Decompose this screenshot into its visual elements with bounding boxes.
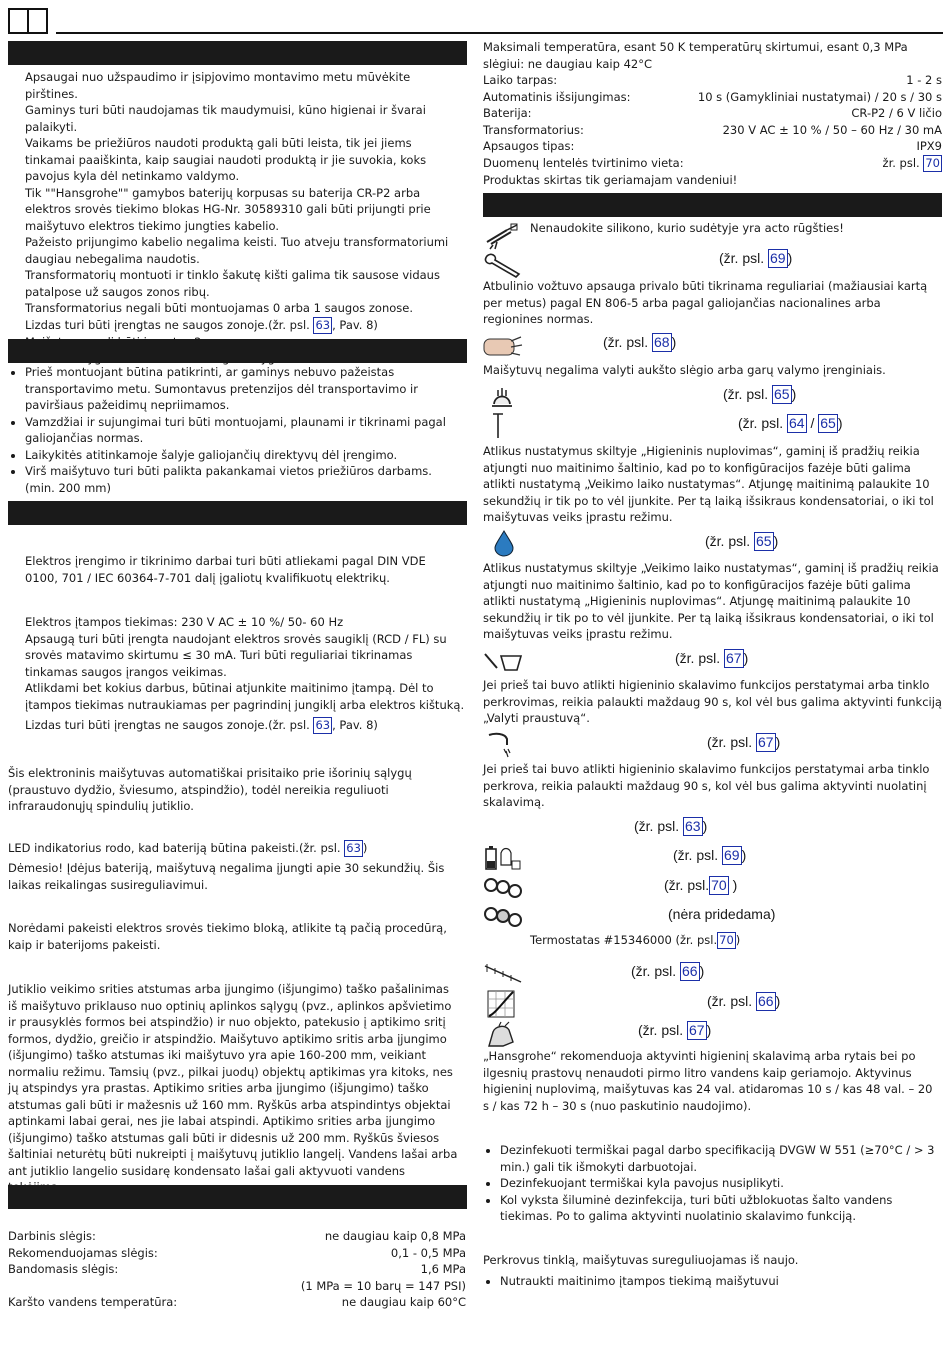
page-ref: (žr. psl. 66 ) xyxy=(631,963,705,979)
page-link[interactable]: 65 xyxy=(774,386,790,402)
page-ref: (žr. psl. 66 ) xyxy=(707,993,781,1009)
safety-line: Transformatorių montuoti ir tinklo šakutę kišti galima tik sausose vidaus patalpose už saugos zonos ribų. xyxy=(25,268,440,299)
spare-parts-icon xyxy=(483,875,523,901)
electric-voltage: Elektros įtampos tiekimas: 230 V AC ± 10 %/ 50- 60 Hz xyxy=(25,615,344,629)
spec-row: Darbinis slėgis: ne daugiau kaip 0,8 MPa xyxy=(8,1229,466,1243)
silicone-gun-icon xyxy=(485,222,519,250)
list-item: • Laikykitės atitinkamoje šalyje galiojančių direktyvų dėl įrengimo. xyxy=(25,447,465,464)
list-item: • Dezinfekuoti termiškai pagal darbo specifikaciją DVGW W 551 (≥70°C / > 3 min.) gali tik išmokyti darbuotojai. xyxy=(500,1142,940,1175)
power-unit-text: Norėdami pakeisti elektros srovės tiekimo bloką, atlikite tą pačią procedūrą, kaip ir baterijoms pakeisti. xyxy=(8,921,447,952)
runtime-text: Atlikus nustatymus skiltyje „Veikimo laiko nustatymas“, gaminį iš pradžių reikia atjungti nuo maitinimo šaltinio, kad po to konfigūracijos fazėje būti galima atlikti nustatymą „Higieninis nuplovimas“. Atjungę maitinimą palaukite 10 sekundžių ir tik po to vėl įjunkite. Per tą laiką išsikraus kondensatoriai, o iki tol maišytuvas veiks įprastu režimu. xyxy=(483,561,939,641)
section-bar-electrical xyxy=(8,501,467,525)
high-pressure-text: Maišytuvų negalima valyti aukšto slėgio arba garų valymo įrenginiais. xyxy=(483,363,886,377)
sensor-text: Jutiklio veikimo srities atstumas arba įjungimo (išjungimo) taško pašalinimas iš maišytuvo priklauso nuo optinių aplinkos sąlygų (pvz., aplinkos apšvietimo ir prausyklės formos bei atspindžio) ir nuo objekto, patekusio į aptikimo sritį formos, dydžio, greičio ir atspindžio. Maišytuvo aptikimo sritis arba įjungimo (išjungimo) taško atstumas iki maišytuvo yra apie 160-200 mm, veikiant normaliu režimu. Tamsių (pvz., pilkai juodų) objektų aptikimas yra kitoks, nes jų atspindys yra prastas. Aptikimo srities arba įjungimo (išjungimo) taško atstumas gali būti ir mažesnis už 160 mm. Ryškūs arba atspindintys objektai aptinkami labai gerai, nes jie labai atspindi. Aptikimo srities arba įjungimo (išjungimo) taško atstumas gali būti ir didesnis už 200 mm. Ryškūs šviesos šaltiniai neturėtų būti nukreipti į maišytuvų jutiklio langelį. Vandens lašai arba ant jutiklio langelio susidarę kondensato lašai gali aktyvuoti vandens xyxy=(8,982,458,1178)
list-item: • Dezinfekuojant termiškai kyla pavojus nusiplikyti. xyxy=(500,1175,940,1192)
page-link[interactable]: 69 xyxy=(724,847,740,863)
page-ref: (žr. psl. 67 ) xyxy=(638,1022,712,1038)
water-drop-icon xyxy=(492,529,516,557)
page-ref: (žr. psl. 65 ) xyxy=(723,386,797,402)
spec-table-left xyxy=(8,1228,466,1311)
spec-row: Transformatorius: 230 V AC ± 10 % / 50 – 60 Hz / 30 mA xyxy=(483,122,942,137)
safety-line: Apsaugai nuo užspaudimo ir įsipjovimo montavimo metu mūvėkite pirštines. xyxy=(25,70,411,101)
page-link[interactable]: 64 xyxy=(789,415,805,431)
electric-rcd: Apsaugą turi būti įrengta naudojant elektros srovės saugiklį (RCD / FL) su srovės matavimo skirtumu ≤ 30 mA. Turi būti reguliariai tikrinamas tinkamas saugos įrangos veikimas. xyxy=(25,631,447,679)
section-bar-safety xyxy=(8,41,467,65)
safety-line: Vaikams be priežiūros naudoti produktą gali būti leista, tik jei jiems tinkamai paaiškinta, kaip saugiai naudoti produktą ir jie suvokia, koks pavojus kyla dėl netinkamo valdymo. xyxy=(25,136,427,183)
install-list xyxy=(8,364,465,496)
page-link[interactable]: 70 xyxy=(925,155,940,170)
page-link[interactable]: 67 xyxy=(726,650,742,666)
page-ref: (žr. psl. 69 ) xyxy=(673,847,747,863)
rinse-basin-text: Jei prieš tai buvo atlikti higieninio skalavimo funkcijos perstatymai arba tinklo perkrovimas, reikia palaukti maždaug 90 s, kol vėl bus galima aktyvinti funkciją „Valyti praustuvą“. xyxy=(483,678,942,725)
book-icon xyxy=(8,8,48,34)
page-ref: (žr. psl. 64 / 65 ) xyxy=(738,415,843,431)
safety-line: Pažeisto prijungimo kabelio negalima keisti. Tuo atveju transformatoriumi daugiau nebegalima naudotis. xyxy=(25,235,449,266)
auto-adjust-text: Šis elektroninis maišytuvas automatiškai prisitaiko prie išorinių sąlygų (praustuvo dydžio, šviesumo, atspindžio), todėl nereikia reguliuoti infraraudonųjų spindulių jutiklio. xyxy=(8,766,412,813)
thermostat-line: Termostatas #15346000 (žr. psl. 70 ) xyxy=(530,933,741,947)
list-item: • Virš maišytuvo turi būti palikta pakankamai vietos priežiūros darbams. (min. 200 mm) xyxy=(25,463,465,496)
electric-disconnect: Atlikdami bet kokius darbus, būtinai atjunkite maitinimo įtampą. Dėl to įtampos tiekimas nutraukiamas per pagrindinį jungiklį arba elektros kištuką. xyxy=(25,681,465,712)
safety-ref-line: Lizdas turi būti įrengtas ne saugos zonoje.(žr. psl. 63 , Pav. 8) xyxy=(25,317,378,332)
cleaning-hand-icon xyxy=(483,333,523,359)
reboot-list xyxy=(483,1273,940,1290)
valve-text: Atbulinio vožtuvo apsauga privalo būti tikrinama reguliariai (mažiausiai kartą per metus) pagal EN 806-5 arba pagal galiojančias nacionalines arba regionines normas. xyxy=(483,279,928,326)
section-bar-installation xyxy=(8,339,467,363)
operation-hand-icon xyxy=(485,1020,519,1048)
tap-line-icon xyxy=(489,412,509,440)
spec-row: Baterija: CR-P2 / 6 V ličio xyxy=(483,106,942,120)
list-item: • Kol vyksta šiluminė dezinfekcija, turi būti užblokuotas šalto vandens tiekimas. Po to galima aktyvinti nuolatinio skalavimo funkciją. xyxy=(500,1192,940,1225)
spec-row: (1 MPa = 10 barų = 147 PSI) xyxy=(300,1278,466,1293)
safety-line: Transformatorius negali būti montuojamas 0 arba 1 saugos zonose. xyxy=(25,301,414,315)
electric-paragraph: Elektros įrengimo ir tikrinimo darbai turi būti atliekami pagal DIN VDE 0100, 701 / IEC 60364-7-701 dalį įgaliotų kvalifikuotų elektrikų. xyxy=(25,554,426,585)
max-temp-text: Maksimali temperatūra, esant 50 K temperatūrų skirtumui, esant 0,3 MPa slėgiui: ne daugiau kaip 42°C xyxy=(483,40,908,71)
page-ref: (žr. psl. 67 ) xyxy=(675,650,749,666)
hand-hygiene-icon xyxy=(489,384,515,410)
section-bar-technical xyxy=(8,1185,467,1209)
page-link[interactable]: 70 xyxy=(711,877,727,893)
silicone-warning: Nenaudokite silikono, kurio sudėtyje yra acto rūgšties! xyxy=(530,221,844,235)
electric-block xyxy=(8,614,465,734)
page-link[interactable]: 66 xyxy=(682,963,698,979)
spec-row: Duomenų lentelės tvirtinimo vieta: žr. psl. 70 xyxy=(483,155,940,170)
faucet-icon xyxy=(487,731,513,759)
list-item: • Nutraukti maitinimo įtampos tiekimą maišytuvui xyxy=(500,1273,940,1290)
page-link[interactable]: 63 xyxy=(315,317,331,332)
spec-row: Bandomasis slėgis: 1,6 MPa xyxy=(8,1262,466,1276)
header-rule xyxy=(56,32,943,34)
spec-table-right xyxy=(483,39,942,188)
attention-text: Dėmesio! Įdėjus bateriją, maišytuvą negalima įjungti apie 30 sekundžių. Šis laikas reikalingas susireguliavimui. xyxy=(8,861,445,892)
basin-clean-icon xyxy=(483,648,523,674)
page-link[interactable]: 63 xyxy=(346,841,361,855)
disinfect-list xyxy=(483,1142,940,1225)
page-ref: (žr. psl. 69 ) xyxy=(719,250,793,266)
page-link[interactable]: 66 xyxy=(758,993,774,1009)
page-link[interactable]: 67 xyxy=(758,734,774,750)
wrench-icon xyxy=(483,252,521,278)
rinse-continuous-text: Jei prieš tai buvo atlikti higieninio skalavimo funkcijos perstatymai arba tinklo perkrova, reikia palaukti maždaug 90 s, kol vėl bus galima aktyvinti nuolatinį skalavimą. xyxy=(483,762,930,809)
list-item: • Prieš montuojant būtina patikrinti, ar gaminys nebuvo pažeistas transportavimo metu. Sumontavus pretenzijos dėl transportavimo ir paviršiaus pažeidimų nepriimamos. xyxy=(25,364,465,414)
spec-row: Rekomenduojamas slėgis: 0,1 - 0,5 MPa xyxy=(8,1245,466,1260)
page-link[interactable]: 68 xyxy=(654,334,670,350)
page-ref: (žr. psl. 65 ) xyxy=(705,533,779,549)
safety-line: Tik ""Hansgrohe"" gamybos baterijų korpusas su baterija CR-P2 arba elektros srovės tiekimo blokas HG-Nr. 30589310 gali būti prijungti prie maišytuvo elektros tiekimo jungties kabelio. xyxy=(25,185,431,233)
page-ref: (žr. psl. 70 ) xyxy=(664,877,738,893)
page-link[interactable]: 65 xyxy=(756,533,772,549)
hygiene-flush-text: Atlikus nustatymus skiltyje „Higieninis nuplovimas“, gaminį iš pradžių reikia atjungti nuo maitinimo šaltinio, kad po to konfigūracijos fazėje būti galima atlikti nustatymą „Veikimo laiko nustatymas“. Atjungę maitinimą palaukite 10 sekundžių ir tik po to vėl įjunkite. Per tą laiką išsikraus kondensatoriai, o iki tol maišytuvas veiks įprastu režimu. xyxy=(483,444,934,524)
spec-row: Karšto vandens temperatūra: ne daugiau kaip 60°C xyxy=(8,1295,466,1309)
dimensions-icon xyxy=(483,962,523,986)
page-ref: (žr. psl. 68 ) xyxy=(603,334,677,350)
drinking-water-text: Produktas skirtas tik geriamajam vandeniui! xyxy=(483,172,738,187)
section-bar-care xyxy=(483,193,942,217)
battery-icon xyxy=(483,843,523,871)
page-ref: (žr. psl. 63 ) xyxy=(634,818,708,834)
flow-diagram-icon xyxy=(487,990,517,1018)
page-link[interactable]: 63 xyxy=(685,818,701,834)
led-ref-line: LED indikatorius rodo, kad bateriją būtina pakeisti.(žr. psl. 63 ) xyxy=(8,841,368,855)
page-ref: (žr. psl. 67 ) xyxy=(707,734,781,750)
page-link[interactable]: 69 xyxy=(770,250,786,266)
accessories-icon xyxy=(483,904,523,930)
not-included-label: (nėra pridedama) xyxy=(668,906,776,922)
safety-section xyxy=(8,69,465,367)
page-link[interactable]: 63 xyxy=(315,718,331,732)
page-link[interactable]: 67 xyxy=(689,1022,705,1038)
spec-row: Apsaugos tipas: IPX9 xyxy=(483,139,942,153)
recommendation-text: „Hansgrohe“ rekomenduoja aktyvinti higieninį skalavimą arba rytais bei po ilgesnių prastovų nenaudoti pirmo litro vandens kaip geriamojo. Aktyvinus higieninį nuplovimą, maišytuvas kas 24 val. atidaromas 10 s / kas 48 val. – 20 s / kas 72 h – 30 s (nuo paskutinio naudojimo). xyxy=(483,1049,933,1113)
reboot-text: Perkrovus tinklą, maišytuvas sureguliuojamas iš naujo. xyxy=(483,1253,799,1267)
electric-ref-line: Lizdas turi būti įrengtas ne saugos zonoje.(žr. psl. 63 , Pav. 8) xyxy=(25,718,378,732)
spec-row: Automatinis išsijungimas: 10 s (Gamykliniai nustatymai) / 20 s / 30 s xyxy=(483,89,942,104)
page-header xyxy=(8,8,943,36)
list-item: • Vamzdžiai ir sujungimai turi būti montuojami, plaunami ir tikrinami pagal galiojančias normas. xyxy=(25,414,465,447)
page-link[interactable]: 65 xyxy=(820,415,836,431)
page-link[interactable]: 70 xyxy=(719,933,734,947)
safety-line: Gaminys turi būti naudojamas tik maudymuisi, kūno higienai ir švarai palaikyti. xyxy=(25,103,426,134)
spec-row: Laiko tarpas: 1 - 2 s xyxy=(483,73,942,87)
